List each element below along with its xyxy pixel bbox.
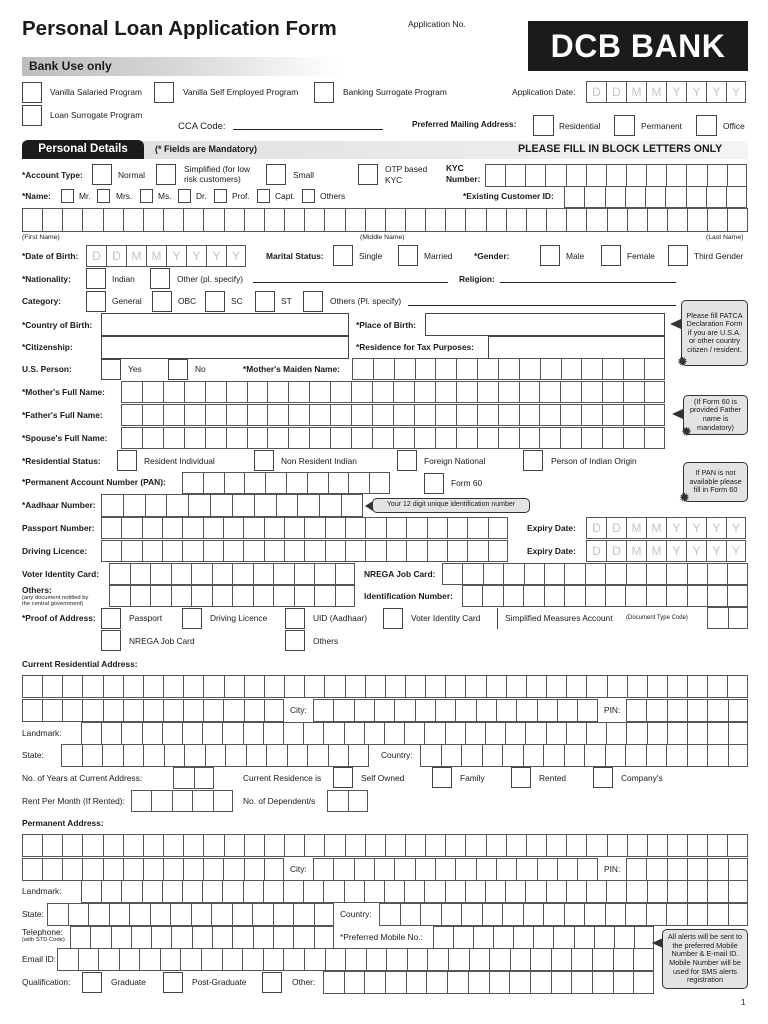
residence-rented-checkbox[interactable]	[511, 767, 531, 788]
permanent-pin-input[interactable]	[626, 858, 748, 881]
driving-licence-input[interactable]	[101, 540, 508, 562]
mailing-option-label: Residential	[559, 121, 601, 131]
dependents-label: No. of Dependent/s	[243, 796, 316, 806]
residential-status-label: *Residential Status:	[22, 456, 101, 466]
residence-self-owned-checkbox[interactable]	[333, 767, 353, 788]
residence-family-checkbox[interactable]	[432, 767, 452, 788]
fathers-full-name-input[interactable]	[121, 404, 665, 426]
title-mrs-checkbox[interactable]	[97, 189, 110, 203]
identification-number-label: Identification Number:	[364, 591, 453, 601]
kyc-number-label: Number:	[446, 174, 481, 184]
poa-simplified-label: Simplified Measures Account	[505, 613, 613, 623]
gender-male-checkbox[interactable]	[540, 245, 560, 266]
us-person-option-label: No	[195, 364, 206, 374]
title-mr-checkbox[interactable]	[61, 189, 74, 203]
marital-status-label: Marital Status:	[266, 251, 324, 261]
account-option-label: Normal	[118, 170, 145, 180]
gender-option-label: Third Gender	[694, 251, 744, 261]
category-option-label: SC	[231, 296, 243, 306]
poa-option-label: UID (Aadhaar)	[313, 613, 367, 623]
us-person-no-checkbox[interactable]	[168, 359, 188, 380]
program-checkbox-vanilla-self-employed[interactable]	[154, 82, 174, 103]
rent-label: Rent Per Month (If Rented):	[22, 796, 125, 806]
poa-others-checkbox[interactable]	[285, 630, 305, 651]
poa-doc-type-label: (Document Type Code)	[626, 615, 688, 621]
program-checkbox-banking-surrogate[interactable]	[314, 82, 334, 103]
title-option: Capt.	[275, 191, 296, 201]
qual-option-label: Graduate	[111, 977, 146, 987]
permanent-address-label: Permanent Address:	[22, 818, 104, 828]
current-city-input[interactable]	[313, 699, 598, 722]
middle-name-caption: (Middle Name)	[360, 234, 405, 241]
title-option: Ms.	[158, 191, 172, 201]
account-otp-kyc-checkbox[interactable]	[358, 164, 378, 185]
residence-company-checkbox[interactable]	[593, 767, 613, 788]
res-status-nri-checkbox[interactable]	[254, 450, 274, 471]
permanent-landmark-input[interactable]	[81, 880, 748, 903]
permanent-state-label: State:	[22, 909, 44, 919]
current-country-label: Country:	[381, 750, 413, 760]
res-status-resident-checkbox[interactable]	[117, 450, 137, 471]
res-status-pio-checkbox[interactable]	[523, 450, 543, 471]
citizenship-label: *Citizenship:	[22, 342, 73, 352]
us-person-yes-checkbox[interactable]	[101, 359, 121, 380]
current-pin-label: PIN:	[604, 705, 621, 715]
program-label: Vanilla Salaried Program	[50, 87, 143, 97]
current-address-line2[interactable]	[22, 699, 284, 722]
father-name-note: (If Form 60 is provided Father name is mandatory)	[683, 395, 748, 435]
residence-tax-label: *Residence for Tax Purposes:	[356, 342, 475, 352]
nationality-other-input[interactable]	[253, 282, 448, 283]
category-option-label: ST	[281, 296, 292, 306]
category-obc-checkbox[interactable]	[152, 291, 172, 312]
account-option-label: KYC	[385, 175, 403, 185]
residence-tax-input[interactable]	[488, 336, 665, 359]
current-address-label: Current Residential Address:	[22, 659, 138, 669]
cca-code-input[interactable]	[233, 129, 383, 130]
dl-expiry-label: Expiry Date:	[527, 546, 576, 556]
poa-driving-licence-checkbox[interactable]	[182, 608, 202, 629]
preferred-mobile-input[interactable]	[433, 926, 654, 949]
aadhaar-hint: Your 12 digit unique identification number	[372, 498, 530, 513]
category-others-input[interactable]	[408, 305, 676, 306]
mailing-option-label: Office	[723, 121, 745, 131]
permanent-country-input[interactable]	[379, 903, 748, 926]
application-date-input[interactable]: D D M M Y Y Y Y	[586, 81, 746, 103]
mailing-option-label: Permanent	[641, 121, 682, 131]
others-doc-label: Others:	[22, 585, 52, 595]
res-status-option-label: Non Resident Indian	[281, 456, 357, 466]
title-ms-checkbox[interactable]	[140, 189, 153, 203]
account-simplified-checkbox[interactable]	[156, 164, 176, 185]
spouses-full-name-label: *Spouse's Full Name:	[22, 433, 108, 443]
qual-post-graduate-checkbox[interactable]	[163, 972, 183, 993]
current-pin-input[interactable]	[626, 699, 748, 722]
poa-option-label: Others	[313, 636, 339, 646]
rent-input[interactable]	[131, 790, 233, 812]
years-at-address-label: No. of Years at Current Address:	[22, 773, 143, 783]
nationality-option-label: Indian	[112, 274, 135, 284]
gender-label: *Gender:	[474, 251, 510, 261]
mothers-maiden-name-label: *Mother's Maiden Name:	[243, 364, 340, 374]
full-name-input[interactable]	[22, 208, 748, 232]
fatca-note: Please fill FATCA Declaration Form if you are U.S.A. or other country citizen / resident.	[681, 300, 748, 366]
permanent-state-input[interactable]	[47, 903, 334, 926]
poa-option-label: Driving Licence	[210, 613, 268, 623]
pan-label: *Permanent Account Number (PAN):	[22, 477, 166, 487]
email-input[interactable]	[57, 948, 654, 971]
permanent-city-input[interactable]	[313, 858, 598, 881]
nrega-input[interactable]	[442, 563, 748, 585]
qual-option-label: Other:	[292, 977, 316, 987]
title-option: Mrs.	[116, 191, 133, 201]
current-state-input[interactable]	[61, 744, 369, 767]
pan-note-star-icon: ✹	[679, 490, 690, 505]
others-doc-sub: the central government)	[22, 601, 84, 607]
form60-checkbox[interactable]	[424, 473, 444, 494]
qual-other-input[interactable]	[323, 971, 654, 994]
voter-id-label: Voter Identity Card:	[22, 569, 100, 579]
program-checkbox-vanilla-salaried[interactable]	[22, 82, 42, 103]
nrega-label: NREGA Job Card:	[364, 569, 436, 579]
pan-note: If PAN is not available please fill in Form 60	[683, 462, 748, 502]
residence-type-label: Rented	[539, 773, 567, 783]
current-city-label: City:	[290, 705, 307, 715]
title-others-checkbox[interactable]	[302, 189, 315, 203]
title-prof-checkbox[interactable]	[214, 189, 227, 203]
nationality-label: *Nationality:	[22, 274, 71, 284]
residence-type-label: Family	[460, 773, 485, 783]
permanent-pin-label: PIN:	[604, 864, 621, 874]
us-person-label: U.S. Person:	[22, 364, 72, 374]
father-note-star-icon: ✹	[681, 424, 692, 439]
title-capt-checkbox[interactable]	[257, 189, 270, 203]
application-date-label: Application Date:	[512, 87, 576, 97]
others-doc-input[interactable]	[109, 585, 355, 607]
residence-type-label: Self Owned	[361, 773, 405, 783]
citizenship-input[interactable]	[101, 336, 349, 359]
kyc-number-label: KYC	[446, 163, 464, 173]
current-residence-is-label: Current Residence is	[243, 773, 322, 783]
gender-female-checkbox[interactable]	[601, 245, 621, 266]
current-country-input[interactable]	[420, 744, 748, 767]
res-status-option-label: Foreign National	[424, 456, 486, 466]
account-option-label: Simplified (for low	[184, 164, 251, 174]
existing-customer-id-label: *Existing Customer ID:	[463, 191, 554, 201]
account-type-label: *Account Type:	[22, 170, 83, 180]
title-option: Dr.	[196, 191, 207, 201]
title-option: Mr.	[79, 191, 91, 201]
spouses-full-name-input[interactable]	[121, 427, 665, 449]
application-number-label: Application No.	[408, 19, 466, 29]
qual-other-checkbox[interactable]	[262, 972, 282, 993]
gender-third-checkbox[interactable]	[668, 245, 688, 266]
category-option-label: Others (Pl. specify)	[330, 296, 402, 306]
category-option-label: OBC	[178, 296, 197, 306]
account-option-label: risk customers)	[184, 174, 241, 184]
mailing-permanent-checkbox[interactable]	[614, 115, 635, 136]
poa-simplified-divider	[497, 608, 498, 629]
nationality-option-label: Other (pl. specify)	[177, 274, 244, 284]
us-person-option-label: Yes	[128, 364, 142, 374]
aadhaar-label: *Aadhaar Number:	[22, 500, 96, 510]
dob-input[interactable]: D D M M Y Y Y Y	[86, 245, 246, 267]
gender-option-label: Male	[566, 251, 585, 261]
dob-label: *Date of Birth:	[22, 251, 79, 261]
telephone-sub-label: (with STD Code)	[22, 937, 65, 943]
title-option: Others	[320, 191, 346, 201]
account-option-label: OTP based	[385, 164, 428, 174]
category-st-checkbox[interactable]	[255, 291, 275, 312]
category-label: Category:	[22, 296, 62, 306]
bank-use-banner	[22, 57, 340, 76]
aadhaar-input[interactable]	[101, 494, 363, 517]
cca-code-label: CCA Code:	[178, 121, 226, 132]
res-status-option-label: Person of Indian Origin	[551, 456, 637, 466]
identification-number-input[interactable]	[462, 585, 748, 607]
country-of-birth-input[interactable]	[101, 313, 349, 336]
category-general-checkbox[interactable]	[86, 291, 106, 312]
category-sc-checkbox[interactable]	[205, 291, 225, 312]
permanent-city-label: City:	[290, 864, 307, 874]
passport-expiry-label: Expiry Date:	[527, 523, 576, 533]
category-others-checkbox[interactable]	[303, 291, 323, 312]
country-of-birth-label: *Country of Birth:	[22, 320, 93, 330]
res-status-option-label: Resident Individual	[144, 456, 215, 466]
residence-type-label: Company's	[621, 773, 663, 783]
poa-option-label: Passport	[129, 613, 163, 623]
father-note-pointer	[672, 409, 683, 419]
poa-aadhaar-checkbox[interactable]	[285, 608, 305, 629]
page-number: 1	[741, 998, 746, 1007]
place-of-birth-label: *Place of Birth:	[356, 320, 417, 330]
program-label: Vanilla Self Employed Program	[183, 87, 299, 97]
pan-input[interactable]	[182, 472, 390, 494]
category-option-label: General	[112, 296, 142, 306]
qual-option-label: Post-Graduate	[192, 977, 247, 987]
proof-of-address-label: *Proof of Address:	[22, 613, 96, 623]
passport-expiry-input[interactable]: D D M M Y Y Y Y	[586, 517, 746, 539]
poa-voter-id-checkbox[interactable]	[383, 608, 403, 629]
passport-label: Passport Number:	[22, 523, 95, 533]
passport-input[interactable]	[101, 517, 508, 539]
voter-id-input[interactable]	[109, 563, 355, 585]
nationality-indian-checkbox[interactable]	[86, 268, 106, 289]
current-landmark-label: Landmark:	[22, 728, 62, 738]
fatca-star-icon: ✹	[677, 354, 688, 369]
name-label: *Name:	[22, 191, 51, 201]
gender-option-label: Female	[627, 251, 655, 261]
form60-label: Form 60	[451, 478, 483, 488]
mandatory-note: (* Fields are Mandatory)	[155, 144, 258, 154]
marital-option-label: Single	[359, 251, 383, 261]
account-option-label: Small	[293, 170, 314, 180]
fatca-note-pointer	[670, 319, 681, 329]
bank-use-label: Bank Use only	[29, 59, 112, 73]
last-name-caption: (Last Name)	[706, 234, 744, 241]
qual-graduate-checkbox[interactable]	[82, 972, 102, 993]
poa-nrega-checkbox[interactable]	[101, 630, 121, 651]
email-label: Email ID:	[22, 954, 56, 964]
mailing-address-label: Preferred Mailing Address:	[412, 120, 517, 129]
preferred-mobile-label: *Preferred Mobile No.:	[340, 932, 423, 942]
block-letters-note: PLEASE FILL IN BLOCK LETTERS ONLY	[518, 143, 723, 155]
marital-single-checkbox[interactable]	[333, 245, 353, 266]
current-state-label: State:	[22, 750, 44, 760]
title-dr-checkbox[interactable]	[178, 189, 191, 203]
dependents-input[interactable]	[327, 790, 368, 812]
alerts-note-pointer	[652, 938, 663, 948]
alerts-note: All alerts will be sent to the preferred Mobile Number & E-mail ID. Mobile Number will be used for SMS alerts registration	[662, 929, 748, 989]
religion-label: Religion:	[459, 274, 495, 284]
religion-input[interactable]	[500, 282, 676, 283]
mothers-full-name-input[interactable]	[121, 381, 665, 403]
existing-customer-id-input[interactable]	[564, 186, 747, 208]
mailing-office-checkbox[interactable]	[696, 115, 717, 136]
permanent-country-label: Country:	[340, 909, 372, 919]
telephone-label: Telephone:	[22, 927, 63, 937]
place-of-birth-input[interactable]	[425, 313, 665, 336]
kyc-number-input[interactable]	[485, 164, 747, 187]
poa-option-label: Voter Identity Card	[411, 613, 481, 623]
marital-married-checkbox[interactable]	[398, 245, 418, 266]
qualification-label: Qualification:	[22, 977, 71, 987]
permanent-address-line1[interactable]	[22, 834, 748, 857]
mailing-residential-checkbox[interactable]	[533, 115, 554, 136]
fathers-full-name-label: *Father's Full Name:	[22, 410, 103, 420]
program-label: Banking Surrogate Program	[343, 87, 447, 97]
personal-details-tab: Personal Details	[22, 140, 144, 159]
driving-licence-label: Driving Licence:	[22, 546, 88, 556]
poa-option-label: NREGA Job Card	[129, 636, 195, 646]
poa-doc-type-input[interactable]	[707, 607, 748, 629]
poa-passport-checkbox[interactable]	[101, 608, 121, 629]
dl-expiry-input[interactable]: D D M M Y Y Y Y	[586, 540, 746, 562]
res-status-foreign-checkbox[interactable]	[397, 450, 417, 471]
current-address-line1[interactable]	[22, 675, 748, 698]
years-at-address-input[interactable]	[173, 767, 214, 789]
page-title: Personal Loan Application Form	[22, 17, 337, 40]
permanent-address-line2[interactable]	[22, 858, 284, 881]
others-doc-sub: (any document notified by	[22, 595, 89, 601]
mothers-maiden-name-input[interactable]	[352, 358, 665, 380]
marital-option-label: Married	[424, 251, 453, 261]
mothers-full-name-label: *Mother's Full Name:	[22, 387, 105, 397]
program-checkbox-loan-surrogate[interactable]	[22, 105, 42, 126]
current-landmark-input[interactable]	[81, 722, 748, 745]
account-normal-checkbox[interactable]	[92, 164, 112, 185]
program-label: Loan Surrogate Program	[50, 110, 143, 120]
first-name-caption: (First Name)	[22, 234, 60, 241]
title-option: Prof.	[232, 191, 250, 201]
nationality-other-checkbox[interactable]	[150, 268, 170, 289]
account-small-checkbox[interactable]	[266, 164, 286, 185]
telephone-input[interactable]	[70, 926, 334, 949]
bank-logo: DCB BANK	[528, 21, 748, 71]
permanent-landmark-label: Landmark:	[22, 886, 62, 896]
